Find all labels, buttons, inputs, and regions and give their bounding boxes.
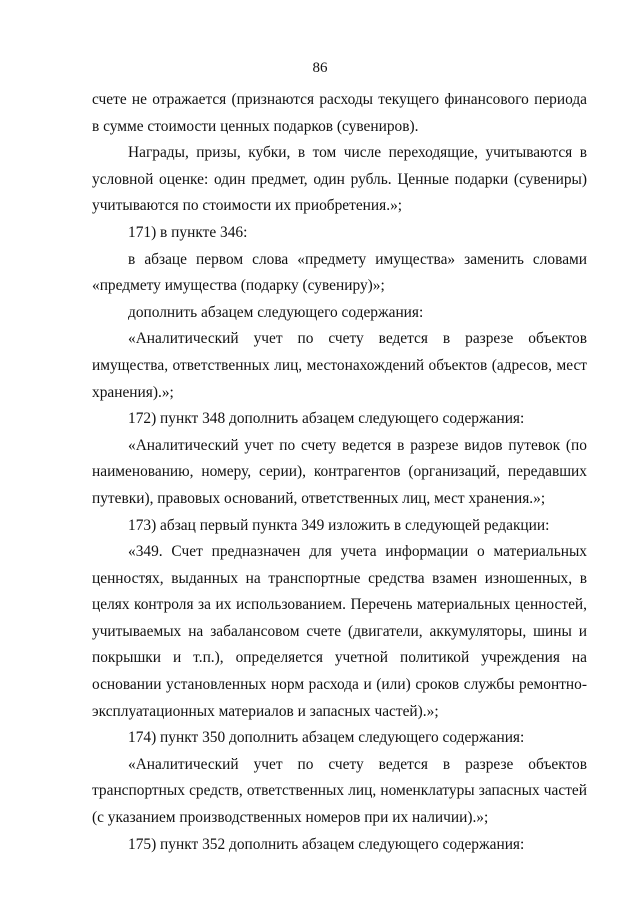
paragraph: «Аналитический учет по счету ведется в разрезе видов путевок (по наименованию, номеру, серии), контрагентов (организаций, передавших путевки), правовых оснований, ответственных лиц, мест хранения.»;	[92, 436, 587, 507]
paragraph: «Аналитический учет по счету ведется в разрезе объектов транспортных средств, ответственных лиц, номенклатуры запасных частей (с указанием производственных номеров при их наличии).»;	[92, 755, 587, 827]
paragraph: 173) абзац первый пункта 349 изложить в следующей редакции:	[128, 516, 550, 534]
paragraph: дополнить абзацем следующего содержания:	[128, 303, 424, 321]
paragraph: 175) пункт 352 дополнить абзацем следующего содержания:	[128, 835, 525, 853]
paragraph: 171) в пункте 346:	[128, 223, 248, 241]
document-body	[92, 87, 587, 858]
paragraph: счете не отражается (признаются расходы текущего финансового периода в сумме стоимости ценных подарков (сувениров).	[92, 91, 587, 135]
paragraph: «349. Счет предназначен для учета информации о материальных ценностях, выданных на транспортные средства взамен изношенных, в целях контроля за их использованием. Перечень материальных ценностей, учитываемых на забалансовом счете (двигатели, аккумуляторы, шины и покрышки и т.п.), определяется учетной политикой учреждения на основании установленных норм расхода и (или) сроков службы ремонтно-эксплуатационных материалов и запасных частей).»;	[92, 543, 587, 720]
paragraph: 174) пункт 350 дополнить абзацем следующего содержания:	[128, 729, 525, 747]
page-number: 86	[312, 60, 328, 76]
paragraph: 172) пункт 348 дополнить абзацем следующего содержания:	[128, 410, 525, 428]
paragraph: «Аналитический учет по счету ведется в разрезе объектов имущества, ответственных лиц, местонахождений объектов (адресов, мест хранения).»;	[92, 330, 587, 401]
paragraph: Награды, призы, кубки, в том числе переходящие, учитываются в условной оценке: один предмет, один рубль. Ценные подарки (сувениры) учитываются по стоимости их приобретения.»;	[92, 144, 587, 215]
paragraph: в абзаце первом слова «предмету имущества» заменить словами «предмету имущества (подарку (сувениру)»;	[92, 250, 587, 295]
